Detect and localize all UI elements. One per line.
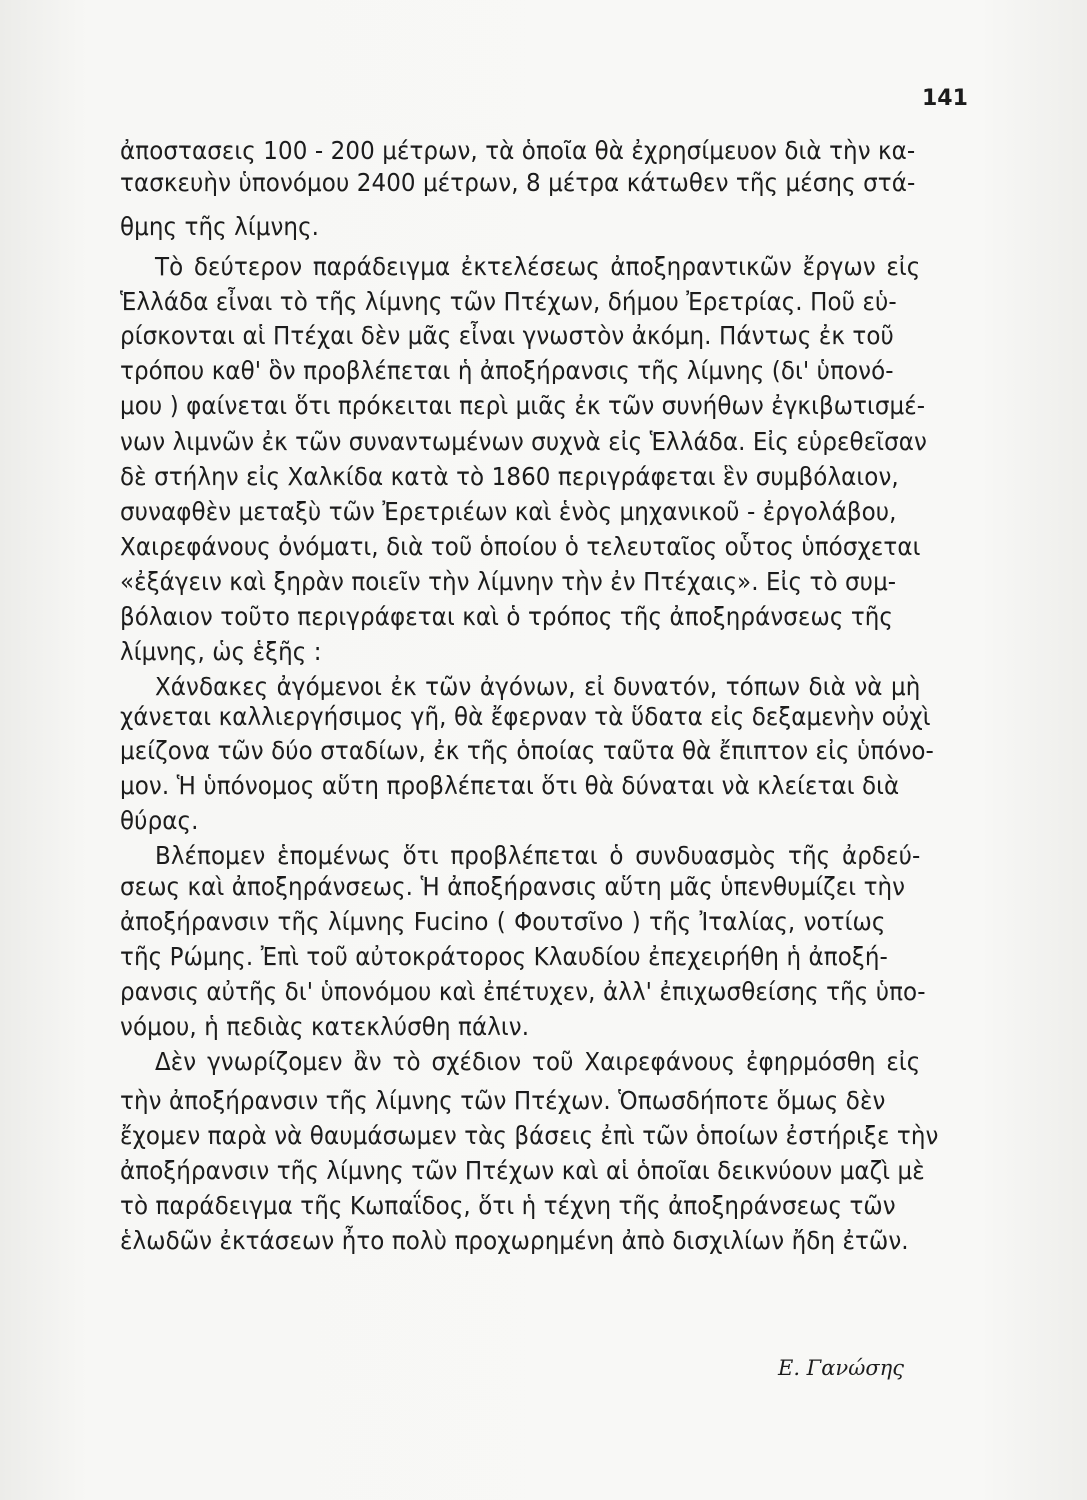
text-line: νόμου, ἡ πεδιὰς κατεκλύσθη πάλιν. <box>120 1012 530 1041</box>
text-line: Δὲν γνωρίζομεν ἂν τὸ σχέδιον τοῦ Χαιρεφάνους ἐφηρμόσθη εἰς <box>154 1047 921 1076</box>
text-line: μον. Ἡ ὑπόνομος αὕτη προβλέπεται ὅτι θὰ δύναται νὰ κλείεται διὰ <box>120 771 900 800</box>
text-line: μου ) φαίνεται ὅτι πρόκειται περὶ μιᾶς ἐκ τῶν συνήθων ἐγκιβωτισμέ- <box>120 391 926 420</box>
text-line: ρανσις αὐτῆς δι' ὑπονόμου καὶ ἐπέτυχεν, ἀλλ' ἐπιχωσθείσης τῆς ὑπο- <box>120 977 926 1006</box>
text-line: ἑλωδῶν ἐκτάσεων ἦτο πολὺ προχωρημένη ἀπὸ δισχιλίων ἤδη ἐτῶν. <box>120 1226 909 1255</box>
text-line: δὲ στήλην εἰς Χαλκίδα κατὰ τὸ 1860 περιγράφεται ἓν συμβόλαιον, <box>120 462 899 491</box>
text-line: Ἑλλάδα εἶναι τὸ τῆς λίμνης τῶν Πτέχων, δήμου Ἐρετρίας. Ποῦ εὑ- <box>120 287 897 316</box>
text-line: τῆς Ρώμης. Ἐπὶ τοῦ αὐτοκράτορος Κλαυδίου ἐπεχειρήθη ἡ ἀποξή- <box>120 942 888 971</box>
text-line: Βλέπομεν ἑπομένως ὅτι προβλέπεται ὁ συνδυασμὸς τῆς ἀρδεύ- <box>154 841 921 870</box>
text-line: ἀποστασεις 100 - 200 μέτρων, τὰ ὁποῖα θὰ ἐχρησίμευον διὰ τὴν κα- <box>120 136 916 165</box>
text-line: συναφθὲν μεταξὺ τῶν Ἐρετριέων καὶ ἑνὸς μηχανικοῦ - ἐργολάβου, <box>120 497 897 526</box>
text-line: βόλαιον τοῦτο περιγράφεται καὶ ὁ τρόπος τῆς ἀποξηράνσεως τῆς <box>120 602 894 631</box>
text-line: θμης τῆς λίμνης. <box>120 212 320 241</box>
text-line: μείζονα τῶν δύο σταδίων, ἐκ τῆς ὁποίας ταῦτα θὰ ἔπιπτον εἰς ὑπόνο- <box>120 736 934 765</box>
text-line: Χάνδακες ἀγόμενοι ἐκ τῶν ἀγόνων, εἰ δυνατόν, τόπων διὰ νὰ μὴ <box>154 672 921 701</box>
text-line: λίμνης, ὡς ἑξῆς : <box>120 637 322 666</box>
text-line: ἀποξήρανσιν τῆς λίμνης τῶν Πτέχων καὶ αἱ ὁποῖαι δεικνύουν μαζὶ μὲ <box>120 1156 925 1185</box>
text-line: τὴν ἀποξήρανσιν τῆς λίμνης τῶν Πτέχων. Ὁπωσδήποτε ὅμως δὲν <box>120 1086 886 1115</box>
text-line: Τὸ δεύτερον παράδειγμα ἐκτελέσεως ἀποξηραντικῶν ἔργων εἰς <box>154 252 921 281</box>
text-line: τρόπου καθ' ὃν προβλέπεται ἡ ἀποξήρανσις τῆς λίμνης (δι' ὑπονό- <box>120 356 894 385</box>
text-line: τὸ παράδειγμα τῆς Κωπαΐδος, ὅτι ἡ τέχνη τῆς ἀποξηράνσεως τῶν <box>120 1191 896 1220</box>
text-line: νων λιμνῶν ἐκ τῶν συναντωμένων συχνὰ εἰς Ἑλλάδα. Εἰς εὑρεθεῖσαν <box>120 427 927 456</box>
text-line: Χαιρεφάνους ὀνόματι, διὰ τοῦ ὁποίου ὁ τελευταῖος οὗτος ὑπόσχεται <box>120 532 921 561</box>
text-line: ἔχομεν παρὰ νὰ θαυμάσωμεν τὰς βάσεις ἐπὶ τῶν ὁποίων ἐστήριξε τὴν <box>120 1121 939 1150</box>
text-line: σεως καὶ ἀποξηράνσεως. Ἡ ἀποξήρανσις αὕτη μᾶς ὑπενθυμίζει τὴν <box>120 872 906 901</box>
text-line: ἀποξήρανσιν τῆς λίμνης Fucino ( Φουτσῖνο ) τῆς Ἰταλίας, νοτίως <box>120 907 886 936</box>
text-line: τασκευὴν ὑπονόμου 2400 μέτρων, 8 μέτρα κάτωθεν τῆς μέσης στά- <box>120 168 916 197</box>
text-line: χάνεται καλλιεργήσιμος γῆ, θὰ ἔφερναν τὰ ὕδατα εἰς δεξαμενὴν οὐχὶ <box>120 702 931 731</box>
text-line: ρίσκονται αἱ Πτέχαι δὲν μᾶς εἶναι γνωστὸν ἀκόμη. Πάντως ἐκ τοῦ <box>120 321 894 350</box>
page-number: 141 <box>922 86 968 111</box>
author-signature: Ε. Γανώσης <box>778 1356 904 1380</box>
text-line: «ἐξάγειν καὶ ξηρὰν ποιεῖν τὴν λίμνην τὴν ἐν Πτέχαις». Εἰς τὸ συμ- <box>120 567 897 596</box>
text-line: θύρας. <box>120 806 199 835</box>
